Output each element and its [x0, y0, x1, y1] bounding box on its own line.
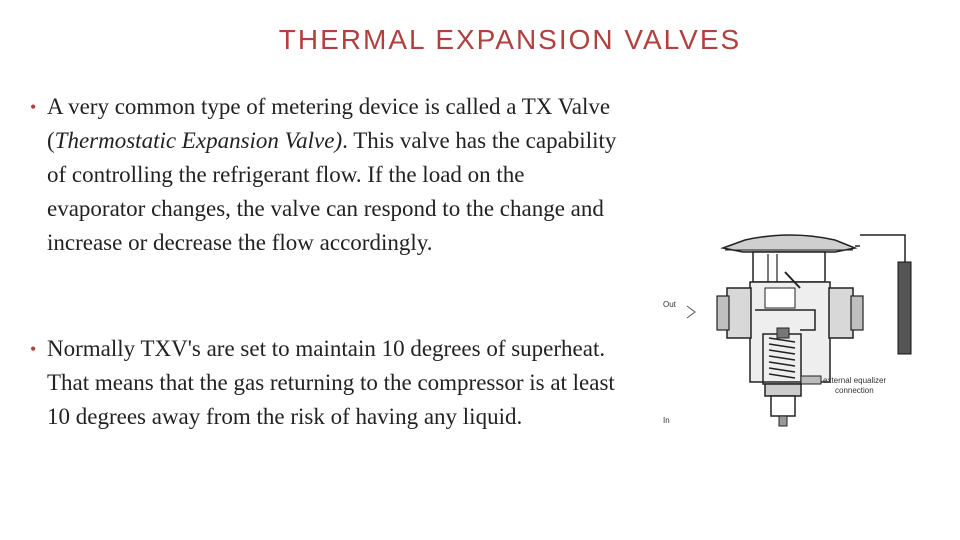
bullet-list [30, 90, 620, 434]
bullet-item-txv-definition [30, 90, 620, 260]
equalizer-label-line1: external equalizer [823, 376, 887, 385]
bullet-icon: • [30, 339, 37, 359]
bullet-text-italic: Thermostatic Expansion Valve) [54, 128, 343, 153]
outlet-label: Out [663, 300, 676, 309]
bullet-text-part2: . This valve has the capability of controlling the refrigerant flow. If the load on the evaporator changes, the valve can respond to the change and increase or decrease the flow accordingly. [47, 128, 617, 255]
bullet-item-superheat [30, 332, 620, 434]
bullet-text-part1: A very common type of metering device is called a TX Valve ( [47, 94, 611, 153]
txv-cross-section-icon [655, 210, 925, 440]
bullet-text: Normally TXV's are set to maintain 10 degrees of superheat. That means that the gas returning to the compressor is at least 10 degrees away from the risk of having any liquid. [47, 336, 615, 429]
equalizer-label-line2: connection [835, 386, 874, 395]
txv-diagram [655, 210, 925, 440]
slide-title: THERMAL EXPANSION VALVES [278, 24, 742, 55]
bullet-icon: • [30, 97, 37, 117]
inlet-label: In [663, 416, 670, 425]
